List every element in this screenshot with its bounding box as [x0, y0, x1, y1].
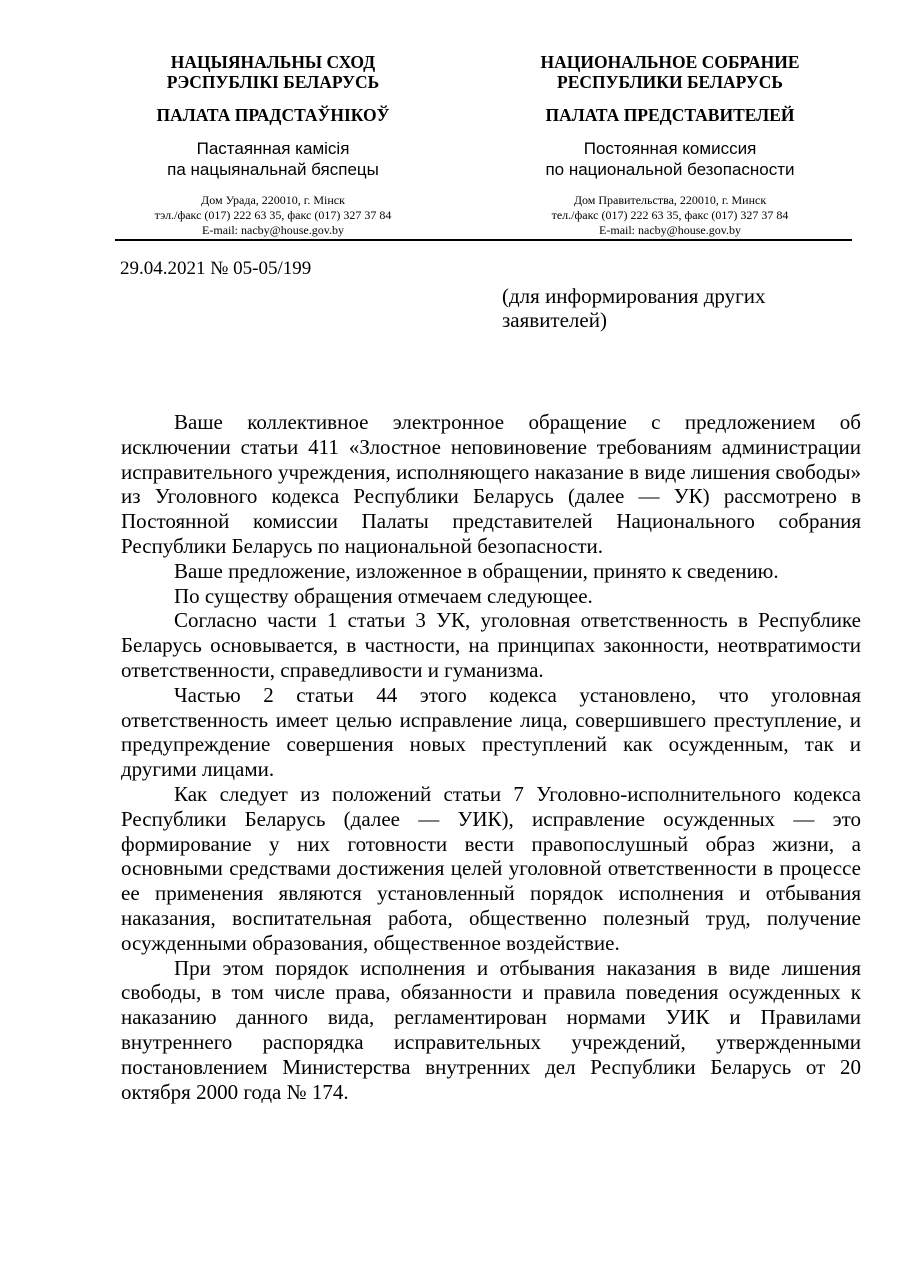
committee-line1: Пастаянная камісія — [196, 139, 350, 158]
email-address: E-mail: nacby@house.gov.by — [599, 223, 741, 237]
body-paragraph: По существу обращения отмечаем следующее. — [174, 583, 593, 608]
letterhead — [0, 52, 905, 238]
contact-block — [490, 193, 850, 238]
chamber-name: ПАЛАТА ПРАДСТАЎНІКОЎ — [156, 105, 390, 125]
letter-body — [121, 410, 861, 1104]
postal-address: Дом Урада, 220010, г. Мінск — [201, 193, 345, 207]
registration-number: 29.04.2021 № 05-05/199 — [120, 258, 312, 279]
chamber-name: ПАЛАТА ПРЕДСТАВИТЕЛЕЙ — [545, 105, 795, 125]
contact-block — [108, 193, 438, 238]
org-name-line1: НАЦИОНАЛЬНОЕ СОБРАНИЕ — [540, 52, 800, 72]
committee-name — [490, 138, 850, 180]
committee-line2: па нацыянальнай бяспецы — [167, 160, 379, 179]
email-address: E-mail: nacby@house.gov.by — [202, 223, 344, 237]
committee-line2: по национальной безопасности — [545, 160, 795, 179]
committee-name — [108, 138, 438, 180]
postal-address: Дом Правительства, 220010, г. Минск — [573, 193, 767, 207]
body-paragraph: При этом порядок исполнения и отбывания наказания в виде лишения свободы, в том числе права, обязанности и правила поведения осужденных к наказанию данного вида, регламентирован нормами УИК и Правилами внутреннего распорядка исправительных учреждений, утвержденными постановлением Министерства внутренних дел Республики Беларусь от 20 октября 2000 года № 174. — [121, 955, 861, 1104]
org-name-line1: НАЦЫЯНАЛЬНЫ СХОД — [170, 52, 376, 72]
committee-line1: Постоянная комиссия — [583, 139, 757, 158]
phone-fax: тэл./факс (017) 222 63 35, факс (017) 327 37 84 — [154, 208, 392, 222]
body-paragraph: Согласно части 1 статьи 3 УК, уголовная ответственность в Республике Беларусь основывается, в частности, на принципах законности, неотвратимости ответственности, справедливости и гуманизма. — [121, 608, 861, 682]
body-paragraph: Ваше предложение, изложенное в обращении, принято к сведению. — [174, 558, 779, 583]
letterhead-divider — [115, 239, 852, 241]
body-paragraph: Частью 2 статьи 44 этого кодекса установлено, что уголовная ответственность имеет целью исправление лица, совершившего преступление, и предупреждение совершения новых преступлений как осужденным, так и другими лицами. — [121, 682, 861, 782]
org-name-line2: РЭСПУБЛІКІ БЕЛАРУСЬ — [166, 72, 380, 92]
org-name-line2: РЕСПУБЛИКИ БЕЛАРУСЬ — [557, 72, 783, 92]
letterhead-belarusian — [108, 52, 438, 238]
body-paragraph: Ваше коллективное электронное обращение с предложением об исключении статьи 411 «Злостное неповиновение требованиям администрации исправительного учреждения, исполняющего наказание в виде лишения свободы» из Уголовного кодекса Республики Беларусь (далее — УК) рассмотрено в Постоянной комиссии Палаты представителей Национального собрания Республики Беларусь по национальной безопасности. — [121, 410, 861, 558]
body-paragraph: Как следует из положений статьи 7 Уголовно-исполнительного кодекса Республики Беларусь (далее — УИК), исправление осужденных — это формирование у них готовности вести правопослушный образ жизни, а основными средствами достижения целей уголовной ответственности в процессе ее применения являются установленный порядок исполнения и отбывания наказания, воспитательная работа, общественно полезный труд, получение осужденными образования, общественное воздействие. — [121, 781, 861, 955]
addressee-note: (для информирования других заявителей) — [502, 284, 766, 332]
phone-fax: тел./факс (017) 222 63 35, факс (017) 327 37 84 — [551, 208, 789, 222]
letterhead-russian — [490, 52, 850, 238]
